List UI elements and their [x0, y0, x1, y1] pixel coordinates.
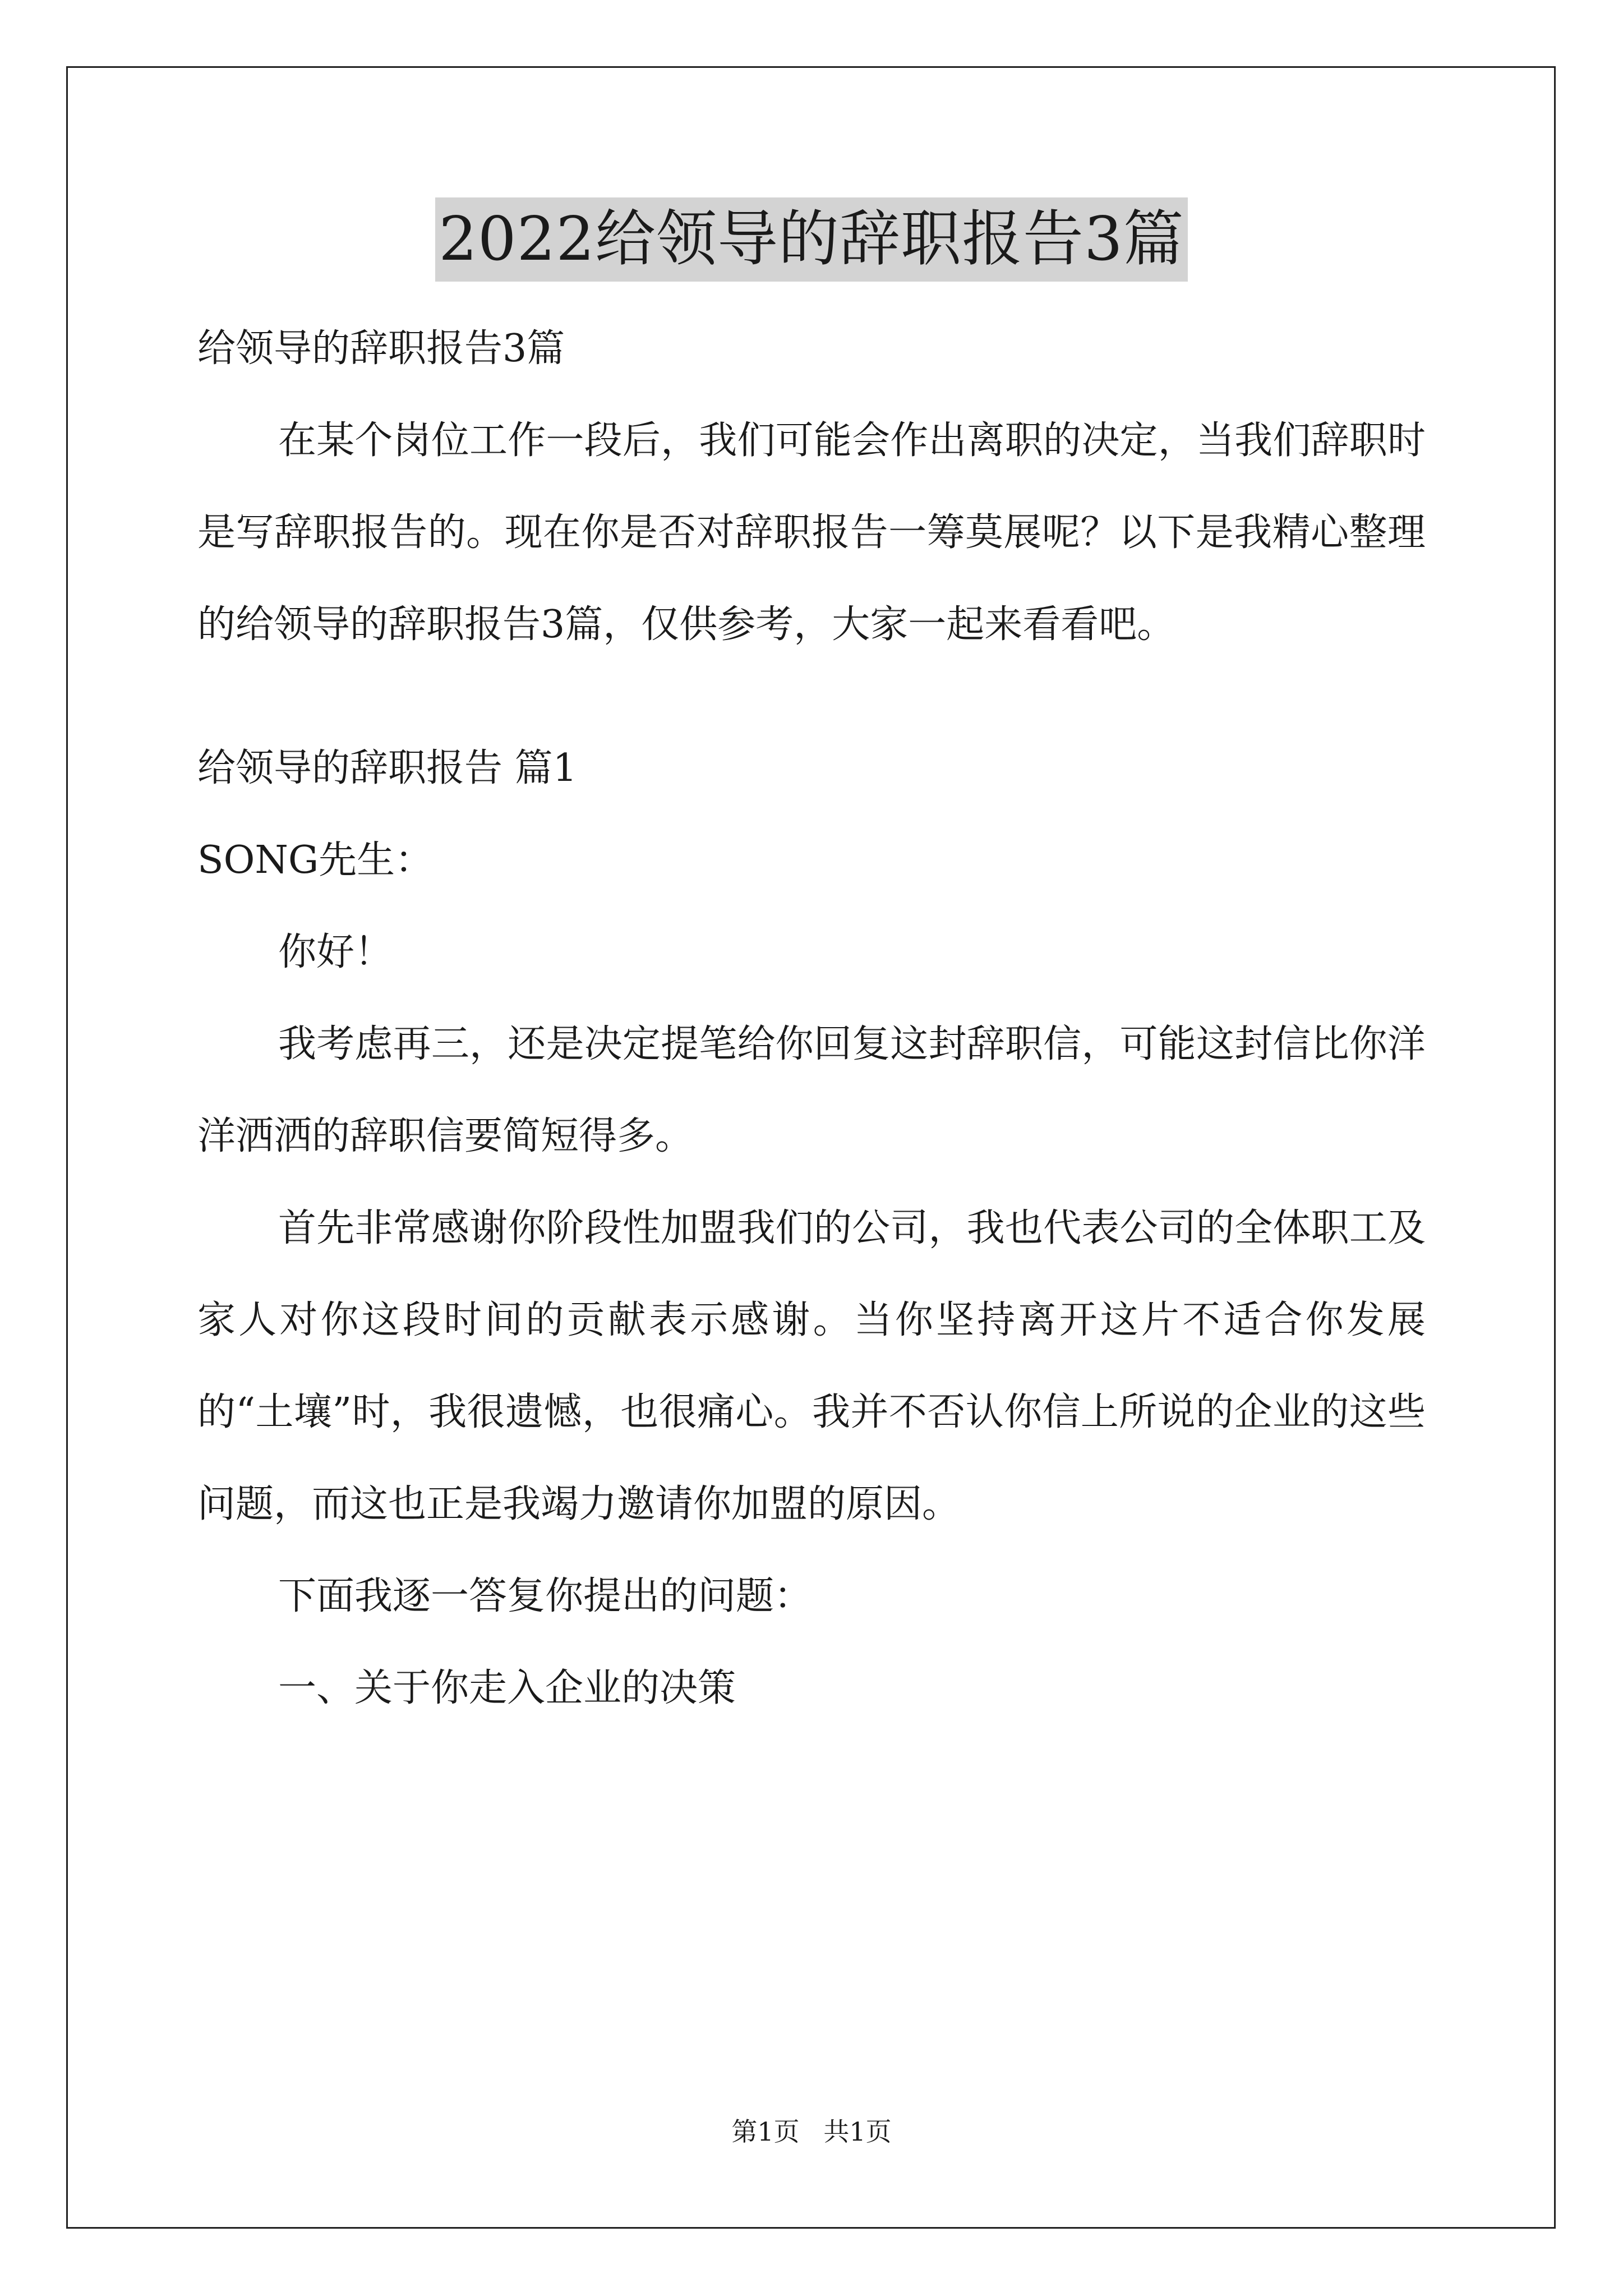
title-container [0, 197, 1623, 282]
document-title: 2022给领导的辞职报告3篇 [435, 197, 1188, 282]
body-paragraph-2: 首先非常感谢你阶段性加盟我们的公司，我也代表公司的全体职工及家人对你这段时间的贡献表示感谢。当你坚持离开这片不适合你发展的“土壤”时，我很遗憾，也很痛心。我并不否认你信上所说的企业的这些问题，而这也正是我竭力邀请你加盟的原因。 [197, 1206, 1426, 1526]
spacer [197, 671, 1426, 723]
page-number-total: 共1页 [823, 2116, 892, 2147]
page-number-current: 第1页 [731, 2116, 800, 2147]
body-paragraph-1: 我考虑再三，还是决定提笔给你回复这封辞职信，可能这封信比你洋洋洒洒的辞职信要简短得多。 [197, 1022, 1426, 1158]
salutation: SONG先生： [197, 838, 434, 882]
greeting: 你好！ [278, 930, 393, 974]
document-subtitle: 给领导的辞职报告3篇 [197, 326, 565, 371]
body-paragraph-3: 下面我逐一答复你提出的问题： [278, 1574, 813, 1618]
page-footer [0, 2115, 1623, 2148]
intro-paragraph: 在某个岗位工作一段后，我们可能会作出离职的决定，当我们辞职时是写辞职报告的。现在你是否对辞职报告一筹莫展呢？以下是我精心整理的给领导的辞职报告3篇，仅供参考，大家一起来看看吧。 [197, 418, 1426, 647]
list-item-1: 一、关于你走入企业的决策 [278, 1666, 736, 1710]
document-body [197, 303, 1426, 1734]
section-heading: 给领导的辞职报告 篇1 [197, 746, 577, 790]
